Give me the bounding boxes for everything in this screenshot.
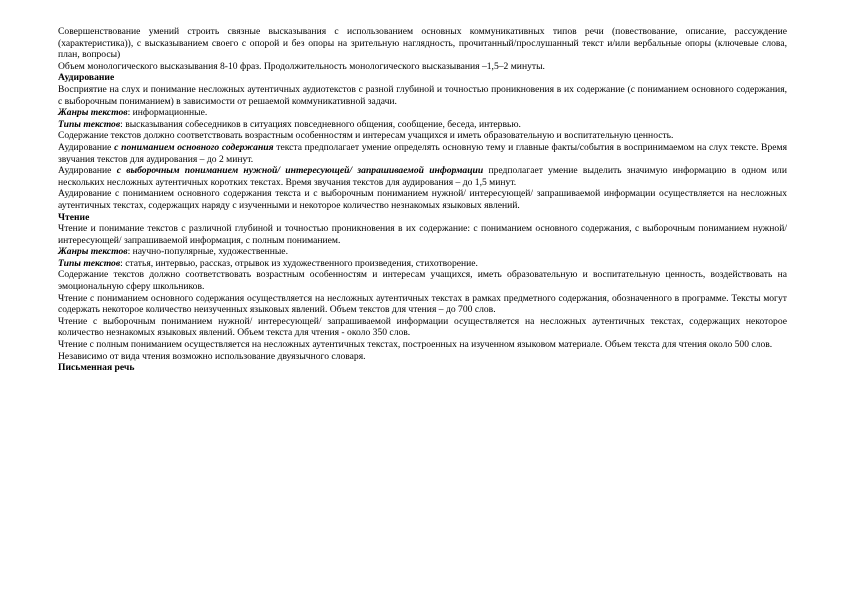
paragraph-reading-intro: Чтение и понимание текстов с различной глубиной и точностью проникновения в их содержание: с пониманием основного содержания, с выборочным пониманием нужной/ интересующей/ запрашиваемой информация, с полным пониманием. [58, 223, 787, 246]
text-run: Аудирование [58, 141, 115, 153]
types-text: : высказывания собеседников в ситуациях повседневного общения, сообщение, беседа, интервью. [120, 118, 521, 130]
text-run: Аудирование [58, 165, 117, 177]
paragraph-reading-content: Содержание текстов должно соответствовать возрастным особенностям и интересам учащихся, иметь образовательную и воспитательную ценность, воздействовать на эмоциональную сферу школьников. [58, 269, 787, 293]
types-text: : статья, интервью, рассказ, отрывок из художественного произведения, стихотворение. [120, 257, 478, 269]
genres-text: : информационные. [127, 107, 208, 119]
paragraph-listening-selective [58, 165, 787, 188]
paragraph-reading-full: Чтение с полным пониманием осуществляется на несложных аутентичных текстах, построенных на изученном языковом материале. Объем текста для чтения около 500 слов. [58, 339, 773, 351]
paragraph-listening-types [58, 119, 787, 131]
genres-text: : научно-популярные, художественные. [127, 246, 288, 258]
genres-label: Жанры текстов [58, 107, 128, 119]
text-run: предполагает умение выделить значимую информацию в одном или нескольких несложных аутентичных коротких текстах. Время звучания текстов для аудирования – до 1,5 минут. [58, 165, 787, 188]
heading-reading: Чтение [58, 211, 90, 223]
paragraph-listening-genres [58, 107, 787, 119]
paragraph-listening-content: Содержание текстов должно соответствовать возрастным особенностям и интересам учащихся и иметь образовательную и воспитательную ценность. [58, 130, 674, 142]
types-label: Типы текстов [58, 257, 121, 269]
paragraph-monologue-skills: Совершенствование умений строить связные высказывания с использованием основных коммуникативных типов речи (повествование, описание, рассуждение (характеристика)), с высказыванием своего с опорой и без опоры на зрительную наглядность, прочитанный/прослушанный текст и/или вербальные опоры (ключевые слова, план, вопросы) [58, 26, 787, 61]
paragraph-reading-main: Чтение с пониманием основного содержания осуществляется на несложных аутентичных текстах в рамках предметного содержания, обозначенного в программе. Тексты могут содержать некоторое количество неизученных языковых явлений. Объем текстов для чтения – до 700 слов. [58, 292, 787, 316]
paragraph-listening-intro: Восприятие на слух и понимание несложных аутентичных аудиотекстов с разной глубиной и точностью проникновения в их содержание (с пониманием основного содержания, с выборочным пониманием) в зависимости от решаемой коммуникативной задачи. [58, 83, 787, 107]
genres-label: Жанры текстов [58, 246, 128, 258]
text-run: текста предполагает умение определять основную тему и главные факты/события в воспринимаемом на слух тексте. Время звучания текстов для аудирования – до 2 минут. [58, 141, 787, 165]
paragraph-reading-genres [58, 246, 787, 258]
types-label: Типы текстов [58, 118, 121, 130]
paragraph-listening-main [58, 142, 787, 165]
heading-writing: Письменная речь [58, 362, 135, 374]
paragraph-monologue-volume: Объем монологического высказывания 8-10 фраз. Продолжительность монологического высказывания –1,5–2 минуты. [58, 60, 545, 72]
paragraph-reading-dictionary: Независимо от вида чтения возможно использование двуязычного словаря. [58, 350, 366, 362]
term-main-content: с пониманием основного содержания [114, 141, 274, 153]
paragraph-reading-types [58, 258, 787, 270]
heading-listening: Аудирование [58, 72, 115, 84]
paragraph-listening-authentic: Аудирование с пониманием основного содержания текста и с выборочным пониманием нужной/ интересующей/ запрашиваемой информации осуществляется на несложных аутентичных текстах, содержащих наряду с изученными и некоторое количество незнакомых языковых явлений. [58, 188, 787, 211]
paragraph-reading-selective: Чтение с выборочным пониманием нужной/ интересующей/ запрашиваемой информации осуществляется на несложных аутентичных текстах, содержащих некоторое количество незнакомых языковых явлений. Объем текста для чтения - около 350 слов. [58, 315, 787, 339]
term-selective: с выборочным пониманием нужной/ интересующей/ запрашиваемой информации [116, 165, 484, 177]
